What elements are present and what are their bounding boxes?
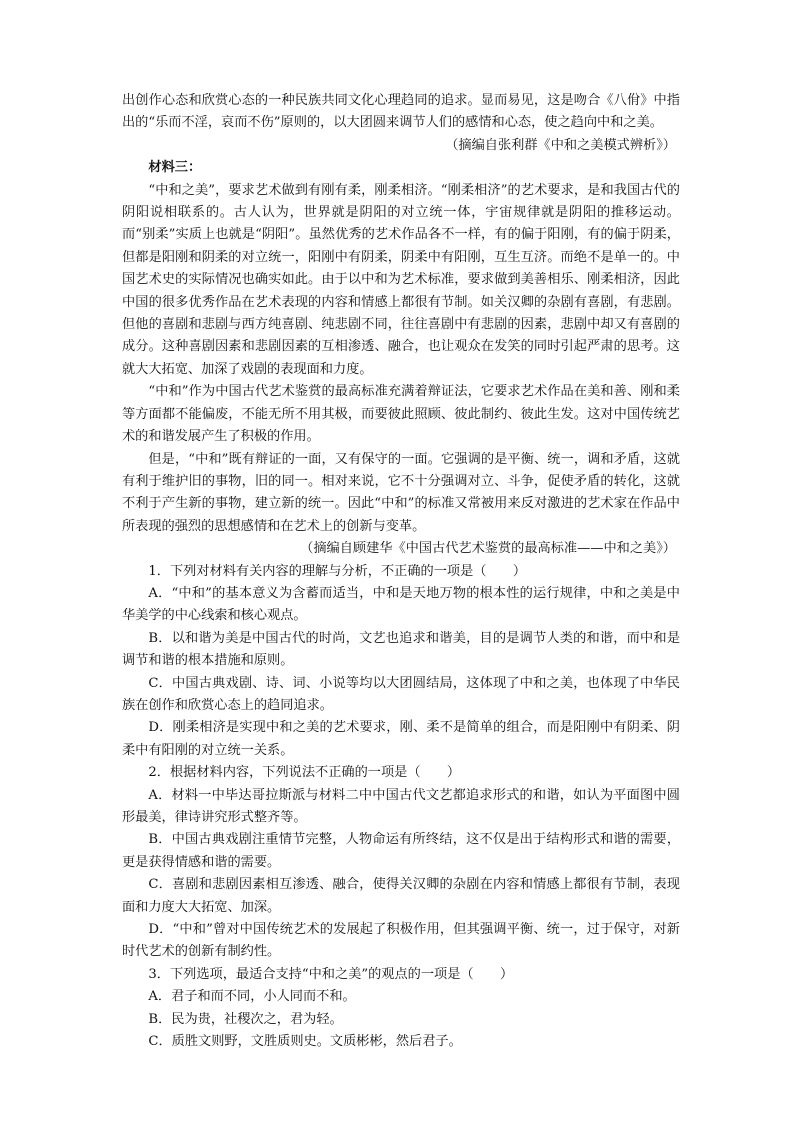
question-option: C．喜剧和悲剧因素相互渗透、融合，使得关汉卿的杂剧在内容和情感上都很有节制，表现面和力度大大拓宽、加深。 xyxy=(122,877,680,915)
question-stem: 2．根据材料内容，下列说法不正确的一项是（ ） xyxy=(148,765,461,781)
question-option: B．中国古典戏剧注重情节完整，人物命运有所终结，这不仅是出于结构形式和谐的需要，更是获得情感和谐的需要。 xyxy=(122,832,680,870)
material2-source: （摘编自张利群《中和之美模式辨析》） xyxy=(445,137,676,153)
question-2 xyxy=(122,762,680,964)
question-3 xyxy=(122,964,680,1054)
material3-heading: 材料三： xyxy=(148,160,202,176)
question-option: A．君子和而不同，小人同而不和。 xyxy=(148,989,356,1005)
question-option: A．“中和”的基本意义为含蓄而适当，中和是天地万物的根本性的运行规律，中和之美是中华美学的中心线索和核心观点。 xyxy=(122,585,680,624)
material2-tail-paragraph: 出创作心态和欣赏心态的一种民族共同文化心理趋同的追求。显而易见，这是吻合《八佾》中指出的“乐而不淫，哀而不伤”原则的，以大团圆来调节人们的感情和心态，使之趋向中和之美。 xyxy=(122,93,680,131)
question-1 xyxy=(122,561,680,763)
question-option: B．以和谐为美是中国古代的时尚，文艺也追求和谐美，目的是调节人类的和谐，而中和是调节和谐的根本措施和原则。 xyxy=(122,630,680,669)
question-option: A．材料一中毕达哥拉斯派与材料二中中国古代文艺都追求形式的和谐，如认为平面图中圆形最美，律诗讲究形式整齐等。 xyxy=(122,787,680,825)
question-option: D．刚柔相济是实现中和之美的艺术要求，刚、柔不是简单的组合，而是阳刚中有阴柔、阴柔中有阳刚的对立统一关系。 xyxy=(122,720,680,758)
material3-paragraph-2: “中和”作为中国古代艺术鉴赏的最高标准充满着辩证法，它要求艺术作品在美和善、刚和柔等方面都不能偏废，不能无所不用其极，而要彼此照顾、彼此制约、彼此生发。这对中国传统艺术的和谐发展产生了积极的作用。 xyxy=(122,384,680,445)
material3-paragraph-3: 但是，“中和”既有辩证的一面，又有保守的一面。它强调的是平衡、统一，调和矛盾，这就有利于维护旧的事物，旧的同一。相对来说，它不十分强调对立、斗争，促使矛盾的转化，这就不利于产生新的事物，建立新的统一。因此“中和”的标准又常被用来反对激进的艺术家在作品中所表现的强烈的思想感情和在艺术上的创新与变革。 xyxy=(122,451,680,534)
question-stem: 1．下列对材料有关内容的理解与分析，不正确的一项是（ ） xyxy=(148,563,527,579)
document-page xyxy=(122,90,680,1053)
material3-paragraph-1: “中和之美”，要求艺术做到有刚有柔，刚柔相济。“刚柔相济”的艺术要求，是和我国古代的阴阳说相联系的。古人认为，世界就是阴阳的对立统一体，宇宙规律就是阴阳的推移运动。而“别柔”实质上也就是“阴阳”。虽然优秀的艺术作品各不一样，有的偏于阳刚，有的偏于阴柔，但都是阳刚和阴柔的对立统一，阳刚中有阴柔，阴柔中有阳刚，互生互济。而绝不是单一的。中国艺术史的实际情况也确实如此。由于以中和为艺术标准，要求做到美善相乐、刚柔相济，因此中国的很多优秀作品在艺术表现的内容和情感上都很有节制。如关汉卿的杂剧有喜剧，有悲剧。但他的喜剧和悲剧与西方纯喜剧、纯悲剧不同，往往喜剧中有悲剧的因素，悲剧中却又有喜剧的成分。这种喜剧因素和悲剧因素的互相渗透、融合，也让观众在发笑的同时引起严肃的思考。这就大大拓宽、加深了戏剧的表现面和力度。 xyxy=(122,182,680,377)
question-option: C．质胜文则野，文胜质则史。文质彬彬，然后君子。 xyxy=(148,1034,462,1050)
question-stem: 3．下列选项，最适合支持“中和之美”的观点的一项是（ ） xyxy=(148,966,514,982)
question-option: D．“中和”曾对中国传统艺术的发展起了积极作用，但其强调平衡、统一，过于保守，对新时代艺术的创新有制约性。 xyxy=(122,922,680,960)
question-option: B．民为贵，社稷次之，君为轻。 xyxy=(148,1011,343,1027)
question-option: C．中国古典戏剧、诗、词、小说等均以大团圆结局，这体现了中和之美，也体现了中华民族在创作和欣赏心态上的趋同追求。 xyxy=(122,675,680,713)
material3-source: （摘编自顾建华《中国古代艺术鉴赏的最高标准——中和之美》） xyxy=(300,541,676,557)
